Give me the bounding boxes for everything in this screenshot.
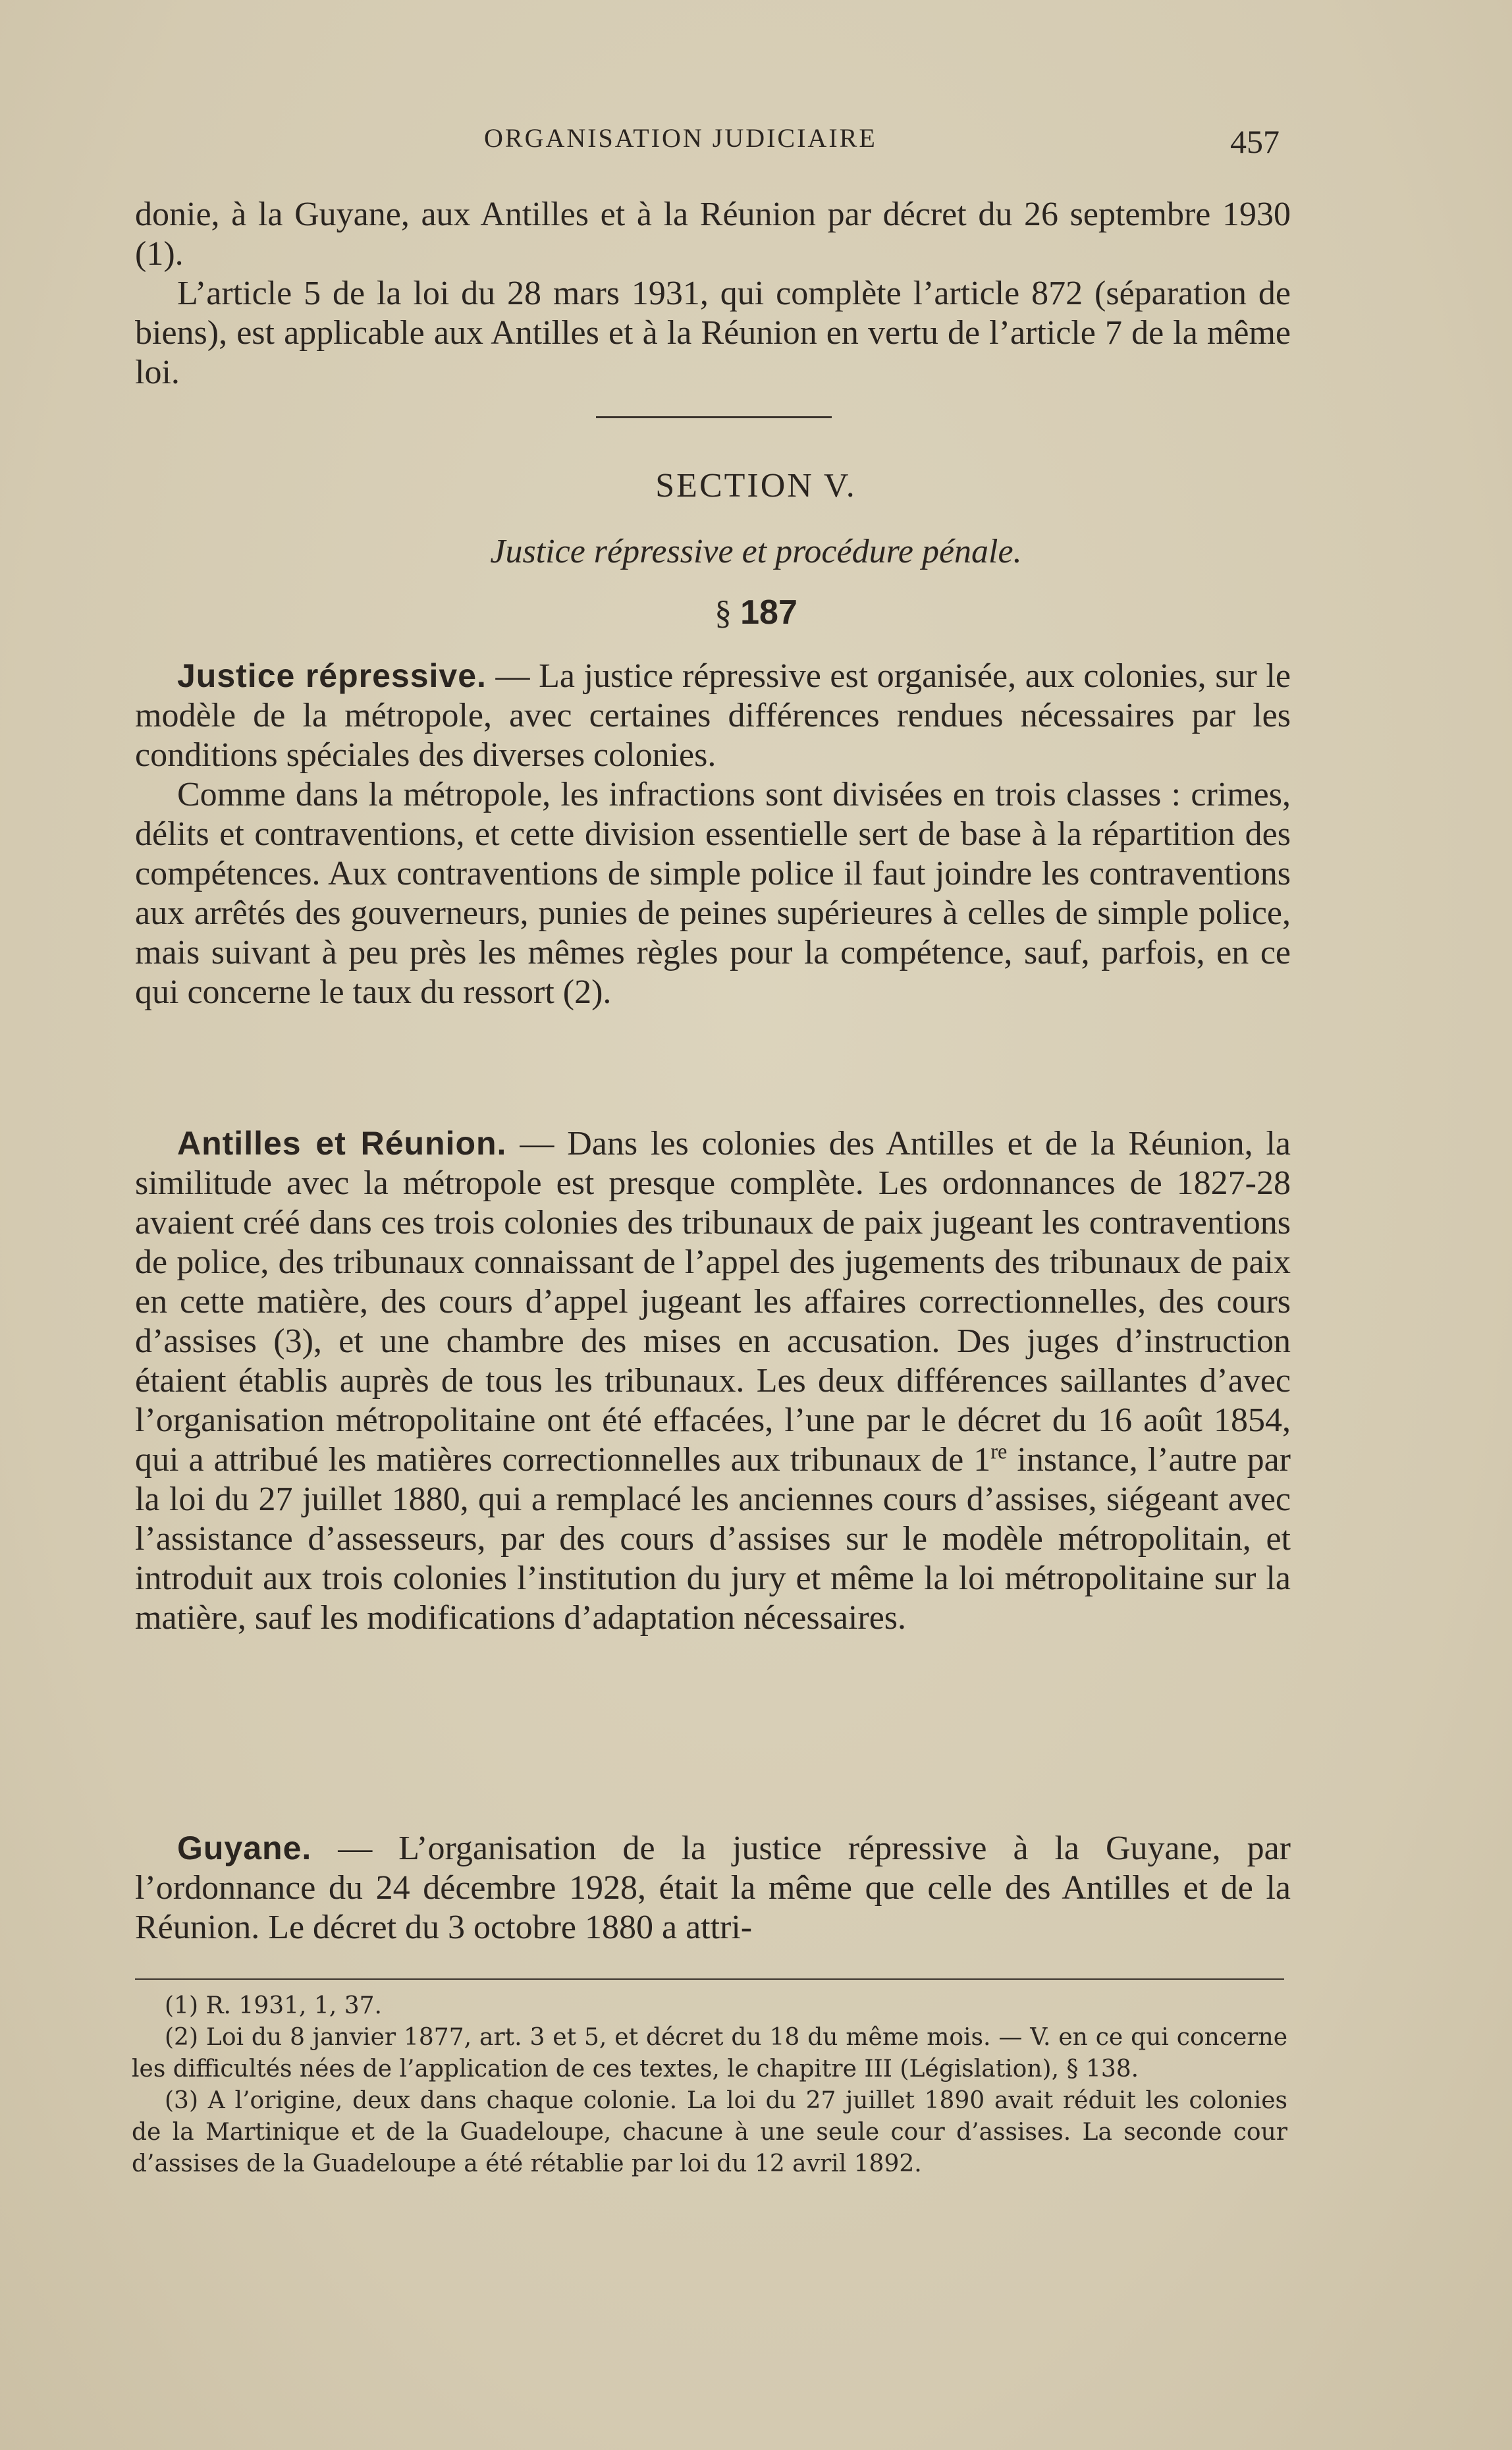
antilles-text-2: instance, l’autre par la loi du 27 juillet 1880, qui a remplacé les anciennes cours d’assises, siégeant avec l’assistance d’assesseurs, par des cours d’assises sur le modèle métropolitain, et introduit aux trois colonies l’institution du jury et même la loi métropolitaine sur la matière, sauf les modifications d’adaptation nécessaires. [135, 1441, 1291, 1637]
antilles-paragraph [135, 1124, 1291, 1638]
paragraph-number: 187 [740, 593, 797, 632]
section-divider [596, 416, 832, 418]
antilles-lead: Antilles et Réunion. [177, 1125, 507, 1162]
intro-paragraph-1: donie, à la Guyane, aux Antilles et à la Réunion par décret du 26 septembre 1930 (1). [135, 196, 1291, 273]
intro-block [135, 195, 1291, 393]
antilles-text-1: — Dans les colonies des Antilles et de la Réunion, la similitude avec la métropole est presque complète. Les ordonnances de 1827-28 avaient créé dans ces trois colonies des tribunaux de paix jugeant les contraventions de police, des tribunaux connaissant de l’appel des jugements des tribunaux de paix en cette matière, des cours d’appel jugeant les affaires correctionnelles, des cours d’assises (3), et une chambre des mises en accusation. Des juges d’instruction étaient établis auprès de tous les tribunaux. Les deux différences saillantes d’avec l’organisation métropolitaine ont été effacées, l’une par le décret du 16 août 1854, qui a attribué les matières correctionnelles aux tribunaux de 1 [135, 1125, 1291, 1479]
justice-paragraph-2: Comme dans la métropole, les infractions sont divisées en trois classes : crimes, délits et contraventions, et cette division essentielle sert de base à la répartition des compétences. Aux contraventions de simple police il faut joindre les contraventions aux arrêtés des gouverneurs, punies de peines supérieures à celles de simple police, mais suivant à peu près les mêmes règles pour la compétence, sauf, parfois, en ce qui concerne le taux du ressort (2). [135, 776, 1291, 1011]
section-subtitle: Justice répressive et procédure pénale. [490, 533, 1022, 570]
intro-paragraph-2: L’article 5 de la loi du 28 mars 1931, qui complète l’article 872 (séparation de biens), est applicable aux Antilles et à la Réunion en vertu de l’article 7 de la même loi. [135, 275, 1291, 391]
footnote-rule [135, 1978, 1284, 1980]
guyane-text: — L’organisation de la justice répressive à la Guyane, par l’ordonnance du 24 décembre 1928, était la même que celle des Antilles et de la Réunion. Le décret du 3 octobre 1880 a attri- [135, 1830, 1291, 1946]
paragraph-symbol: § [715, 594, 732, 632]
footnote-2: (2) Loi du 8 janvier 1877, art. 3 et 5, et décret du 18 du même mois. — V. en ce qui concerne les difficultés nées de l’application de ces textes, le chapitre III (Législation), § 138. [132, 2024, 1287, 2082]
justice-block [135, 656, 1291, 1012]
footnotes [132, 1990, 1287, 2180]
antilles-superscript: re [990, 1439, 1008, 1463]
running-title: ORGANISATION JUDICIAIRE [484, 123, 877, 153]
justice-paragraph-1 [135, 656, 1291, 775]
section-title: SECTION V. [655, 467, 857, 504]
footnote-1: (1) R. 1931, 1, 37. [165, 1992, 382, 2019]
guyane-block [135, 1828, 1291, 1947]
guyane-lead: Guyane. [177, 1830, 312, 1866]
guyane-paragraph [135, 1828, 1291, 1947]
page-number: 457 [1230, 123, 1280, 160]
running-head [0, 122, 1512, 162]
footnote-3: (3) A l’origine, deux dans chaque colonie. La loi du 27 juillet 1890 avait réduit les colonies de la Martinique et de la Guadeloupe, chacune à une seule cour d’assises. La seconde cour d’assises de la Guadeloupe a été rétablie par loi du 12 avril 1892. [132, 2087, 1287, 2177]
justice-lead: Justice répressive. [177, 657, 487, 694]
paragraph-mark [0, 593, 1512, 632]
justice-text-1: — La justice répressive est organisée, aux colonies, sur le modèle de la métropole, avec certaines différences rendues nécessaires par les conditions spéciales des diverses colonies. [135, 657, 1291, 774]
antilles-block [135, 1124, 1291, 1638]
